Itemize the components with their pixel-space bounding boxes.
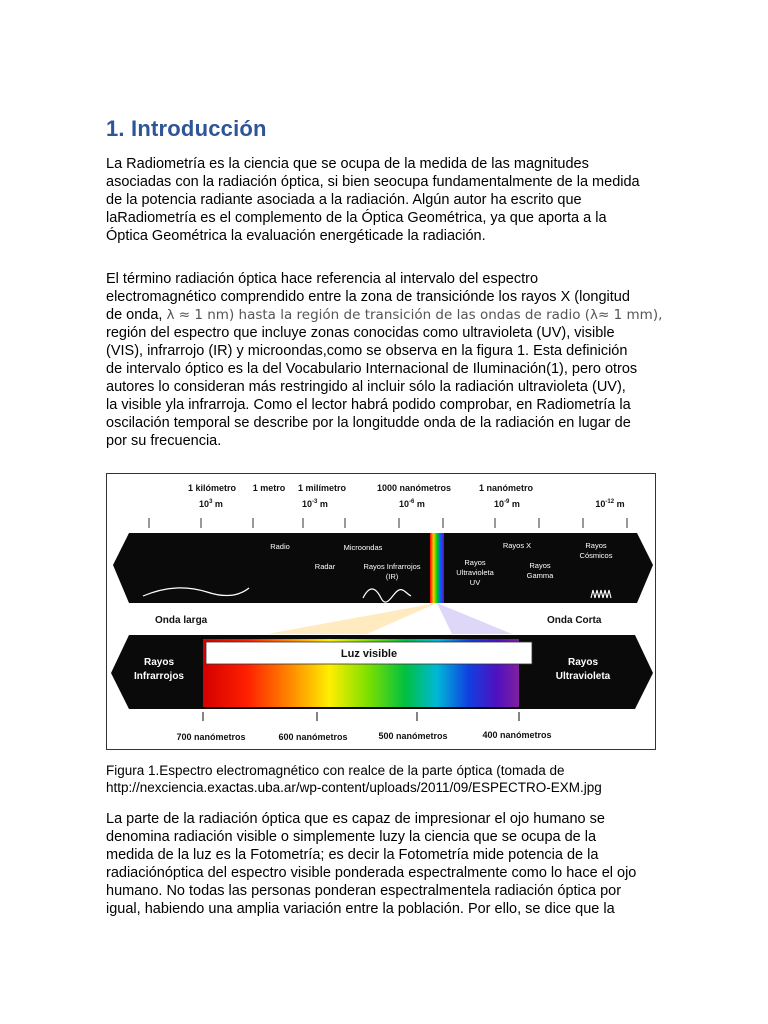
text-line: La parte de la radiación óptica que es capaz de impresionar el ojo humano se (106, 811, 605, 827)
text-line: La Radiometría es la ciencia que se ocupa de la medida de las magnitudes (106, 156, 589, 172)
band-label: (IR) (385, 572, 399, 581)
band-label: Radar (314, 562, 336, 571)
text-line: humano. No todas las personas ponderan espectralmentela radiación óptica por (106, 883, 622, 899)
text-line (106, 306, 666, 324)
scale-label: 1 metro (252, 483, 286, 493)
text-fragment-grey: λ ≈ 1 nm) hasta la región de transición de las ondas de radio (λ≈ 1 mm), (166, 307, 663, 323)
uv-label: Rayos (567, 657, 599, 668)
visible-slit (430, 533, 444, 603)
text-line: medida de la luz es la Fotometría; es decir la Fotometría mide potencia de la (106, 847, 599, 863)
scale-value: $10^{-9}$ m (494, 499, 520, 509)
infrared-label: Infrarrojos (133, 671, 185, 682)
band-label: Rayos (464, 558, 486, 567)
paragraph-1 (106, 155, 666, 245)
scale-label: 1 kilómetro (187, 483, 237, 493)
band-label: Rayos (585, 541, 607, 550)
text-line: denomina radiación visible o simplemente luzy la ciencia que se ocupa de la (106, 829, 597, 845)
nm-label: 600 nanómetros (278, 732, 348, 742)
band-label: Gamma (526, 571, 554, 580)
text-line: región del espectro que incluye zonas conocidas como ultravioleta (UV), visible (106, 325, 615, 341)
text-line: la visible yla infrarroja. Como el lector habrá podido comprobar, en Radiometría la (106, 397, 631, 413)
text-line: de intervalo óptico es la del Vocabulario Internacional de Iluminación(1), pero otros (106, 361, 638, 377)
band-label: UV (469, 578, 481, 587)
figure-caption (106, 762, 666, 796)
text-line: electromagnético comprendido entre la zona de transiciónde los rayos X (longitud (106, 289, 630, 305)
paragraph-3 (106, 810, 666, 918)
band-label: Rayos Infrarrojos (363, 562, 421, 571)
scale-labels (188, 483, 625, 509)
band-label: Microondas (343, 543, 383, 552)
nm-label: 700 nanómetros (176, 732, 246, 742)
onda-larga-label: Onda larga (155, 615, 208, 626)
spectrum-diagram (107, 474, 656, 750)
scale-label: 1000 nanómetros (376, 483, 452, 493)
text-line: asociadas con la radiación óptica, si bien seocupa fundamentalmente de la medida (106, 174, 640, 190)
scale-label: 1 milímetro (297, 483, 347, 493)
uv-label: Ultravioleta (555, 671, 611, 682)
text-line: El término radiación óptica hace referencia al intervalo del espectro (106, 271, 539, 287)
caption-line: http://nexciencia.exactas.uba.ar/wp-content/uploads/2011/09/ESPECTRO-EXM.jpg (106, 780, 602, 795)
scale-ticks (149, 518, 627, 528)
band-label: Rayos (529, 561, 551, 570)
text-fragment: de onda, (106, 307, 167, 323)
text-line: laRadiometría es el complemento de la Óptica Geométrica, ya que aporta a la (106, 210, 607, 226)
text-line: autores lo consideran más restringido al incluir sólo la radiación ultravioleta (UV), (106, 379, 626, 395)
caption-line: Figura 1.Espectro electromagnético con realce de la parte óptica (tomada de (106, 763, 565, 778)
section-heading: 1. Introducción (106, 116, 267, 141)
scale-value: $10^3$ m (199, 499, 223, 509)
band-label: Radio (270, 542, 290, 551)
nm-label: 500 nanómetros (378, 731, 448, 741)
nm-labels (176, 730, 551, 742)
infrared-label: Rayos (143, 657, 175, 668)
spectrum-figure (106, 473, 656, 750)
scale-value: $10^{-12}$ m (595, 499, 625, 509)
text-line: Óptica Geométrica la evaluación energéticade la radiación. (106, 228, 486, 244)
band-label: Cósmicos (579, 551, 613, 560)
text-line: oscilación temporal se describe por la longitudde onda de la radiación en lugar de (106, 415, 631, 431)
text-line: (VIS), infrarrojo (IR) y microondas,como se observa en la figura 1. Esta definición (106, 343, 628, 359)
scale-value: $10^{-3}$ m (302, 499, 328, 509)
scale-value: $10^{-6}$ m (399, 499, 425, 509)
onda-corta-label: Onda Corta (547, 615, 602, 626)
nm-label: 400 nanómetros (482, 730, 552, 740)
text-line: por su frecuencia. (106, 433, 222, 449)
nm-ticks (203, 712, 519, 721)
text-line: igual, habiendo una amplia variación entre la población. Por ello, se dice que la (106, 901, 615, 917)
band-label: Rayos X (502, 541, 532, 550)
luz-visible-label: Luz visible (340, 648, 398, 660)
text-line: de la potencia radiante asociada a la radiación. Algún autor ha escrito que (106, 192, 582, 208)
band-label: Ultravioleta (456, 568, 494, 577)
text-line: radiaciónóptica del espectro visible ponderada espectralmente como lo hace el ojo (106, 865, 637, 881)
scale-label: 1 nanómetro (478, 483, 534, 493)
paragraph-2 (106, 270, 666, 450)
